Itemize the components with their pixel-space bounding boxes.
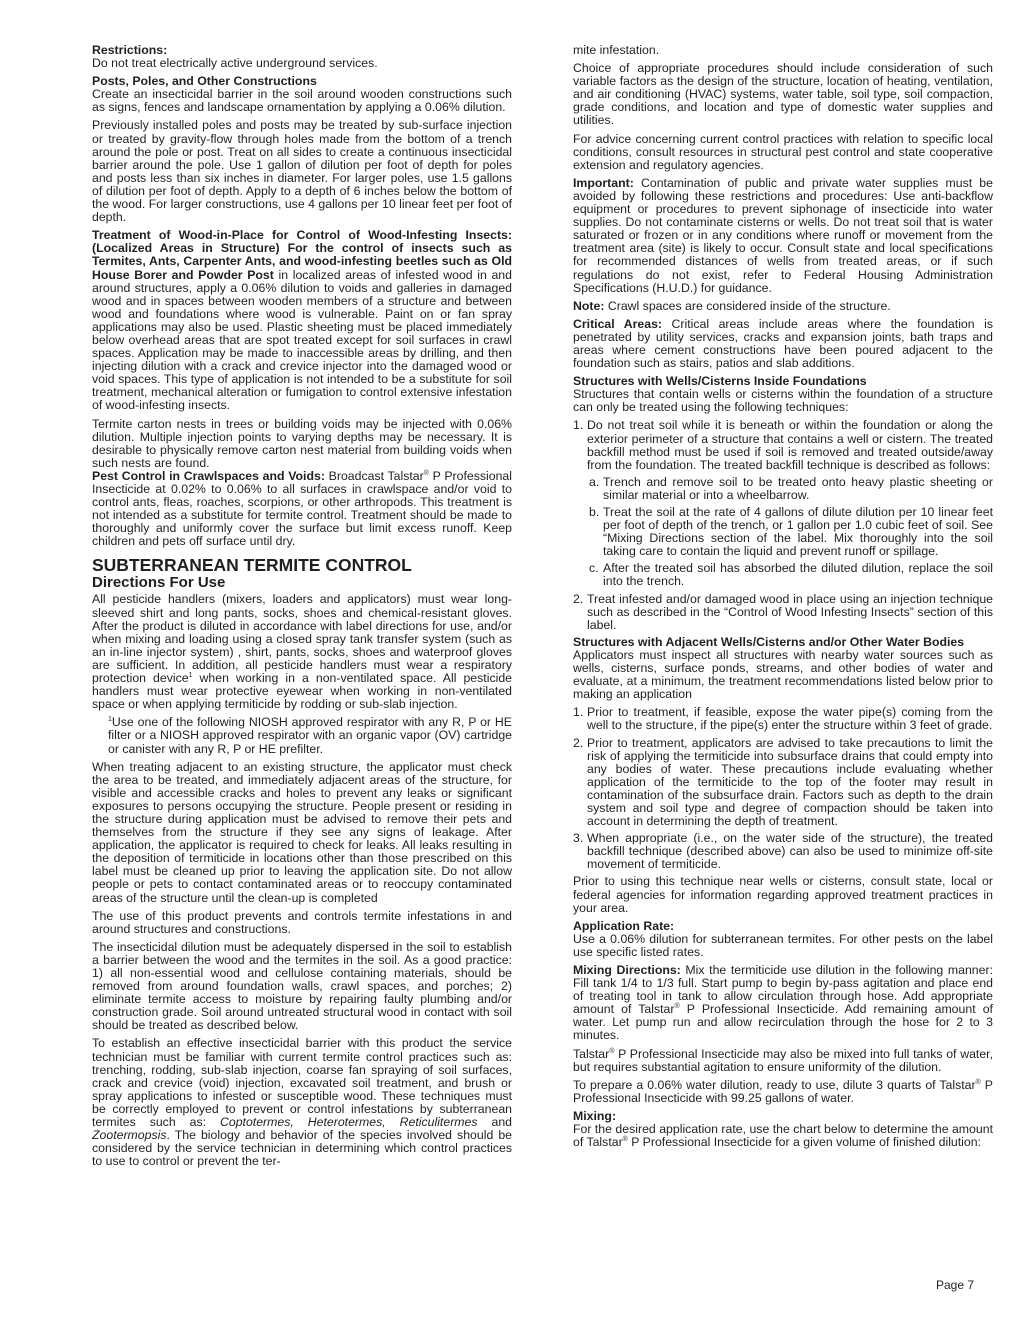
list-item [573, 737, 993, 829]
application-rate-text: Use a 0.06% dilution for subterranean termites. For other pests on the label use specific listed rates. [573, 931, 993, 959]
list-item [573, 562, 993, 588]
list-item [573, 419, 993, 471]
mixing-directions-heading: Mixing Directions: [573, 963, 681, 977]
note-paragraph [573, 300, 993, 313]
mixing-directions-text-1: Mix the termiticide use dilution in the following manner: Fill tank 1/4 to 1/3 full. Start pump to begin by-pass agitation and place end of treating tool in tank to allow circulation through hose. Add appropriate amount of Talstar [573, 963, 994, 1017]
right-column [573, 44, 993, 1154]
handlers-paragraph [92, 593, 512, 711]
talstar-text-1: Talstar [573, 1046, 610, 1061]
list-number: 1. [573, 418, 584, 433]
application-rate-heading: Application Rate: [573, 918, 675, 933]
mixing-directions-paragraph [573, 964, 993, 1043]
restrictions-heading: Restrictions: [92, 43, 168, 57]
prepare-text-2: P Professional Insecticide with 99.25 gallons of water. [573, 1077, 993, 1105]
wells-inside-text: Structures that contain wells or cisterns within the foundation of a structure can only be treated using the following techniques: [573, 387, 993, 415]
list-text: Prior to treatment, if feasible, expose the water pipe(s) coming from the well to the structure, if the pipe(s) enter the structure within 3 feet of grade. [587, 705, 993, 733]
handlers-text-1: All pesticide handlers (mixers, loaders and applicators) must wear long-sleeved shirt and long pants, socks, shoes and chemical-resistant gloves. After the product is diluted in accordance with label directions for use, and/or when mixing and loading using a closed spray tank transfer system (such as an in-line injector system) , shirt, pants, socks, shoes and waterproof gloves are sufficient. In addition, all pesticide handlers must wear a respiratory protection device [92, 592, 512, 686]
registered-mark: ® [423, 469, 429, 477]
page-number: Page 7 [936, 1278, 975, 1292]
handlers-text-2: when working in a non-ventilated space. All pesticide handlers must wear protective eyewear when working in non-ventilated space or when applying termiticide by rodding or sub-slab injection. [92, 671, 512, 712]
list-text: Do not treat soil while it is beneath or within the foundation or along the exterior perimeter of a structure that contains a well or cistern. The treated backfill method must be used if soil is removed and treated outside/away from the foundation. The treated backfill technique is described as follows: [587, 418, 993, 472]
talstar-paragraph [573, 1048, 993, 1074]
wood-treatment-heading: Treatment of Wood-in-Place for Control of Wood-Infesting Insects: (Localized Areas in Structure) For the control of insects such as Termites, Ants, Carpenter Ants, and wood-infesting beetles such as Old House Borer and Powder Post [92, 228, 512, 282]
footnote-text: Use one of the following NIOSH approved respirator with any R, P or HE filter or a NIOSH approved respirator with an organic vapor (OV) cartridge or canister with any R, P or HE prefilter. [108, 715, 512, 756]
crawlspace-text-1: Broadcast Talstar [324, 468, 424, 483]
important-paragraph [573, 177, 993, 295]
talstar-text-2: P Professional Insecticide may also be mixed into full tanks of water, but requires substantial agitation to ensure uniformity of the dilution. [573, 1046, 993, 1074]
note-text: Crawl spaces are considered inside of the structure. [604, 298, 891, 313]
list-text: After the treated soil has absorbed the diluted dilution, replace the soil into the trench. [603, 561, 993, 589]
footnote-marker: 1 [108, 716, 112, 724]
crawlspace-heading: Pest Control in Crawlspaces and Voids: [92, 468, 325, 483]
section-title: SUBTERRANEAN TERMITE CONTROL [92, 555, 412, 576]
list-text: Prior to treatment, applicators are advised to take precautions to limit the risk of applying the termiticide into subsurface drains that could empty into any bodies of water. These precautions include evaluating whether application of the termiticide to the top of the footer may result in contamination of the subsurface drain. Factors such as depth to the drain system and soil type and degree of compaction should be taken into account in determining the depth of treatment. [587, 735, 993, 829]
list-item [573, 593, 993, 632]
wood-treatment-text: in localized areas of infested wood in and around structures, apply a 0.06% dilution to voids and galleries in damaged wood and in spaces between wooden members of a structure and between wood and foundations where wood is vulnerable. Paint on or fan spray applications may also be used. Plastic sheeting must be placed immediately below overhead areas that are spot treated except for soil surfaces in crawl spaces. Application may be made to inaccessible areas by drilling, and then injecting dilution with a crack and crevice injector into the damaged wood or void spaces. This type of application is not intended to be a substitute for soil treatment, mechanical alteration or fumigation to control extensive infestation of wood-infesting insects. [92, 267, 512, 413]
section-subtitle: Directions For Use [92, 574, 226, 592]
list-number: 3. [573, 831, 584, 846]
footnote-ref: 1 [188, 671, 193, 679]
critical-areas-heading: Critical Areas: [573, 316, 663, 331]
prepare-paragraph [573, 1079, 993, 1105]
species-names-2: Zootermopsis [92, 1128, 167, 1143]
barrier-paragraph [92, 1037, 512, 1168]
registered-mark: ® [622, 1136, 628, 1144]
list-text: When appropriate (i.e., on the water side of the structure), the treated backfill technique (described above) can also be used to minimize off-site movement of termiticide. [587, 831, 993, 872]
posts-paragraph-2: Previously installed poles and posts may be treated by sub-surface injection or treated by gravity-flow through holes made from the bottom of a trench around the pole or post. Treat on all sides to create a continuous insecticidal barrier around the pole. Use 1 gallon of dilution per foot of depth for poles and posts less than six inches in diameter. For larger poles, use 1.5 gallons of dilution per foot of depth. Apply to a depth of 6 inches below the bottom of the wood. For larger constructions, use 4 gallons per 10 linear feet per foot of depth. [92, 118, 512, 225]
list-item [573, 832, 993, 871]
barrier-text-2: . The biology and behavior of the species involved should be considered by the service technician in determining which control practices to use to control or prevent the ter- [92, 1128, 512, 1169]
continuation-text: mite infestation. [573, 43, 660, 57]
registered-mark: ® [674, 1003, 680, 1011]
list-letter: c. [589, 561, 599, 576]
mixing-text-2: P Professional Insecticide for a given volume of finished dilution: [627, 1135, 982, 1150]
posts-heading: Posts, Poles, and Other Constructions [92, 74, 317, 89]
wood-treatment-paragraph [92, 229, 512, 412]
dispersed-paragraph: The insecticidal dilution must be adequately dispersed in the soil to establish a barrier between the wood and the termites in the soil. As a good practice: 1) all non-essential wood and cellulose containing materials, should be removed from around foundation walls, crawl spaces, and porches; 2) eliminate termite access to moisture by repairing faulty plumbing and/or construction grade. Soil around untreated structural wood in contact with soil should be treated as described below. [92, 939, 512, 1033]
critical-areas-paragraph [573, 318, 993, 370]
barrier-and: and [477, 1115, 513, 1130]
list-number: 2. [573, 591, 584, 606]
list-item [573, 476, 993, 502]
mixing-heading: Mixing: [573, 1108, 617, 1123]
prepare-text-1: To prepare a 0.06% water dilution, ready to use, dilute 3 quarts of Talstar [573, 1077, 976, 1092]
use-paragraph: The use of this product prevents and controls termite infestations in and around structures and constructions. [92, 908, 512, 936]
list-letter: a. [589, 474, 600, 489]
mixing-text-1: For the desired application rate, use the chart below to determine the amount of Talstar [573, 1122, 993, 1150]
wells-inside-heading: Structures with Wells/Cisterns Inside Foundations [573, 374, 867, 389]
carton-nests-paragraph: Termite carton nests in trees or building voids may be injected with 0.06% dilution. Multiple injection points to varying depths may be necessary. It is desirable to physically remove carton nest material from building voids when such nests are found. [92, 416, 512, 470]
list-text: Treat infested and/or damaged wood in place using an injection technique such as described in the “Control of Wood Infesting Insects” section of this label. [587, 591, 993, 632]
prior-paragraph: Prior to using this technique near wells or cisterns, consult state, local or federal agencies for information regarding approved treatment practices in your area. [573, 874, 993, 915]
left-column [92, 44, 512, 1173]
note-heading: Note: [573, 298, 605, 313]
species-names-1: Coptotermes, Heterotermes, Reticulitermes [219, 1115, 478, 1130]
list-text: Treat the soil at the rate of 4 gallons of dilute dilution per 10 linear feet per foot of depth of the trench, or 1 gallon per 1.0 cubic feet of soil. See “Mixing Directions section of the label. Mix thoroughly into the soil taking care to contain the liquid and prevent runoff or spillage. [603, 505, 993, 559]
list-item [573, 506, 993, 558]
mixing-paragraph [573, 1123, 993, 1149]
list-number: 1. [573, 705, 584, 720]
crawlspace-paragraph [92, 470, 512, 549]
registered-mark: ® [975, 1078, 981, 1086]
respirator-footnote [92, 716, 512, 755]
list-number: 2. [573, 735, 584, 750]
important-text: Contamination of public and private water supplies must be avoided by following these restrictions and procedures: Use anti-backflow equipment or procedures to prevent siphonage of insecticide into water supplies. Do not contaminate cisterns or wells. Do not treat soil that is water saturated or frozen or in any conditions where runoff or movement from the treatment area (site) is likely to occur. Consult state and local specifications for recommended distances of wells from treated areas, or if such regulations do not exist, refer to Federal Housing Administration Specifications (H.U.D.) for guidance. [573, 175, 993, 295]
crawlspace-text-2: P Professional Insecticide at 0.02% to 0.06% to all surfaces in crawlspace and/or void to control ants, fleas, roaches, scorpions, or other arthropods. This treatment is not intended as a substitute for termite control. Treatment should be made to thoroughly and uniformly cover the surface but limit excess runoff. Keep children and pets off surface until dry. [92, 468, 513, 549]
list-text: Trench and remove soil to be treated onto heavy plastic sheeting or similar material or into a wheelbarrow. [603, 474, 993, 502]
posts-paragraph-1: Create an insecticidal barrier in the soil around wooden constructions such as signs, fences and landscape ornamentation by applying a 0.06% dilution. [92, 87, 512, 115]
adjacent-wells-heading: Structures with Adjacent Wells/Cisterns and/or Other Water Bodies [573, 634, 965, 649]
adjacent-structure-paragraph: When treating adjacent to an existing structure, the applicator must check the area to be treated, and immediately adjacent areas of the structure, for visible and accessible cracks and holes to prevent any leaks or significant exposures to persons occupying the structure. People present or residing in the structure during application must be advised to remove their pets and themselves from the structure if they see any signs of leakage. After application, the applicator is required to check for leaks. All leaks resulting in the deposition of termiticide in locations other than those prescribed on this label must be cleaned up prior to leaving the application site. Do not allow people or pets to contact contaminated areas or to reoccupy contaminated areas of the structure until the clean-up is completed [92, 759, 512, 905]
restrictions-text: Do not treat electrically active underground services. [92, 56, 378, 71]
list-item [573, 706, 993, 732]
important-heading: Important: [573, 175, 634, 190]
choice-paragraph: Choice of appropriate procedures should include consideration of such variable factors as the design of the structure, location of heating, ventilation, and air conditioning (HVAC) systems, water table, soil type, soil compaction, grade conditions, and location and type of domestic water supplies and utilities. [573, 61, 993, 128]
advice-paragraph: For advice concerning current control practices with relation to specific local conditions, consult resources in structural pest control and state cooperative extension and regulatory agencies. [573, 131, 993, 172]
list-letter: b. [589, 505, 600, 519]
mixing-directions-text-2: P Professional Insecticide. Add remaining amount of water. Let pump run and allow recirculation through the hose for 2 to 3 minutes. [573, 1002, 993, 1043]
critical-areas-text: Critical areas include areas where the foundation is penetrated by utility services, cracks and expansion joints, bath traps and areas where cement constructions have been poured adjacent to the foundation such as stairs, patios and slab additions. [573, 316, 993, 371]
adjacent-wells-text: Applicators must inspect all structures with nearby water sources such as wells, cisterns, surface ponds, streams, and other bodies of water and evaluate, at a minimum, the treatment recommendations listed below prior to making an application [573, 647, 993, 702]
barrier-text-1: To establish an effective insecticidal barrier with this product the service technician must be familiar with current termite control practices such as: trenching, rodding, sub-slab injection, coarse fan spraying of soil surfaces, crack and crevice (void) injection, excavated soil treatment, and brush or spray applications to infested or susceptible wood. These techniques must be correctly employed to prevent or control infestations by subterranean termites such as: [92, 1036, 512, 1130]
registered-mark: ® [609, 1047, 615, 1055]
